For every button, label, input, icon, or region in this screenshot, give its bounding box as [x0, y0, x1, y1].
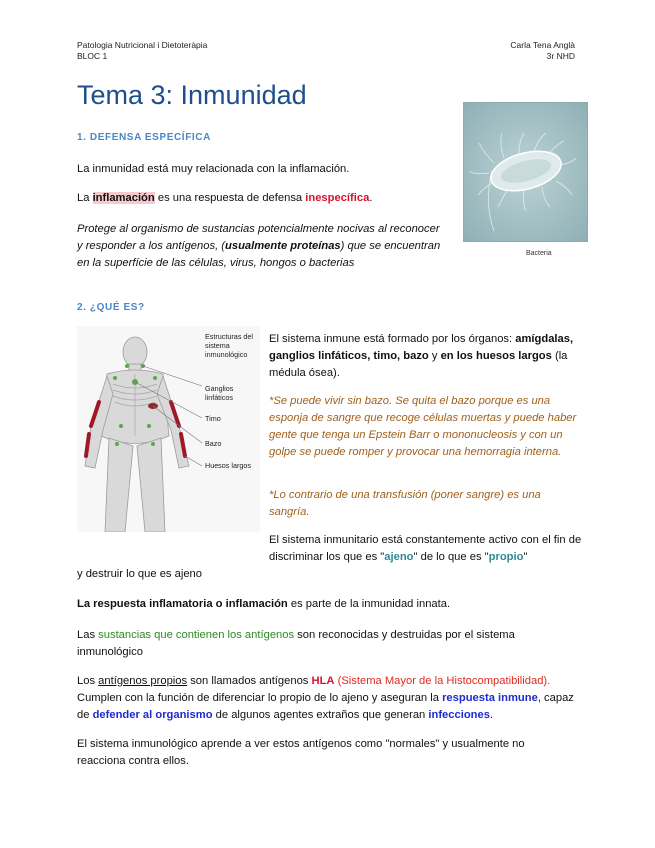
s2-paragraph-2-tail: y destruir lo que es ajeno — [77, 568, 203, 580]
text: " de lo que es " — [413, 551, 489, 563]
header-left — [77, 40, 207, 62]
highlight-inflamacion: inflamación — [92, 192, 155, 204]
s1-paragraph-2 — [77, 190, 447, 207]
text: Los — [77, 675, 99, 687]
s2-paragraph-2 — [269, 532, 583, 566]
paragraph-last: El sistema inmunológico aprende a ver estos antígenos como "normales" y usualmente no reacciona contra ellos. — [77, 738, 525, 767]
text: . — [369, 192, 373, 204]
s1-paragraph-3 — [77, 221, 445, 272]
paragraph-sustancias — [77, 627, 557, 661]
text: " — [523, 551, 528, 563]
author-name: Carla Tena Anglà — [510, 40, 575, 50]
figure-label-timo: Timo — [205, 414, 221, 423]
header-right — [510, 40, 575, 62]
bacteria-caption: Bacteria — [526, 250, 552, 257]
term-sustancias: sustancias que contienen los antígenos — [98, 629, 295, 641]
term-respuesta-inflamatoria: La respuesta inflamatoria o inflamación — [77, 598, 288, 610]
figure-label-huesos: Huesos largos — [205, 461, 251, 470]
term-ajeno: ajeno — [384, 551, 414, 563]
text: Las — [77, 629, 99, 641]
text: El sistema inmune está formado por los órganos: — [269, 333, 516, 345]
note-transfusion: *Lo contrario de una transfusión (poner sangre) es una sangría. — [269, 489, 541, 518]
immune-system-figure — [77, 326, 260, 532]
term-respuesta-inmune: respuesta inmune — [442, 692, 538, 704]
text: son llamados antígenos — [187, 675, 312, 687]
figure-label-title: Estructuras del sistema inmunológico — [205, 332, 253, 359]
term-defender: defender al organismo — [92, 709, 213, 721]
term-proteinas: usualmente proteínas — [225, 240, 341, 252]
course-level: 3r NHD — [546, 51, 575, 61]
s1-paragraph-1: La inmunidad está muy relacionada con la inflamación. — [77, 163, 350, 175]
text: . — [489, 709, 494, 721]
term-inespecifica: inespecífica — [305, 192, 370, 204]
term-propio: propio — [488, 551, 524, 563]
text: Protege al organismo de sustancias potencialmente nocivas al reconocer y responder a los antígenos, ( — [77, 223, 440, 252]
paragraph-inflamacion — [77, 596, 587, 613]
term-hla: HLA — [311, 675, 335, 687]
text: , capaz de — [77, 692, 574, 721]
text: La — [77, 192, 93, 204]
organs-list: amígdalas, ganglios linfáticos, timo, bazo — [269, 333, 574, 362]
bacteria-icon — [464, 103, 587, 241]
text: ) que se encuentran en la superfície de las células, virus, hongos o bacterias — [77, 240, 441, 269]
course-name: Patologia Nutricional i Dietoteràpia — [77, 40, 208, 50]
figure-label-ganglios: Ganglios linfáticos — [205, 384, 234, 402]
text: es una respuesta de defensa — [154, 192, 306, 204]
note-spleen: *Se puede vivir sin bazo. Se quita el bazo porque es una esponja de sangre que recoge células muertas y puede haber gente que tenga un Epstein Barr o mononucleosis y con un golpe se puede romper y provocar una hemorragia interna. — [269, 395, 577, 458]
term-infecciones: infecciones — [428, 709, 490, 721]
long-bones: en los huesos largos — [440, 350, 552, 362]
text: de algunos agentes extraños que generan — [212, 709, 429, 721]
page-title: Tema 3: Inmunidad — [77, 80, 307, 110]
s2-paragraph-1 — [269, 331, 581, 382]
text: y — [428, 350, 441, 362]
bacteria-image — [463, 102, 588, 242]
text: son reconocidas y destruidas por el sistema inmunológico — [77, 629, 515, 658]
block-label: BLOC 1 — [77, 51, 108, 61]
term-hla-definition: (Sistema Mayor de la Histocompatibilidad). — [334, 675, 551, 687]
text: Cumplen con la función de diferenciar lo propio de lo ajeno y aseguran la — [77, 692, 443, 704]
section-heading-2: 2. ¿QUÉ ES? — [77, 302, 145, 313]
paragraph-hla — [77, 673, 587, 724]
text: (la médula ósea). — [269, 350, 568, 379]
section-heading-1: 1. DEFENSA ESPECÍFICA — [77, 132, 211, 143]
figure-label-bazo: Bazo — [205, 439, 222, 448]
text: El sistema inmunitario está constantemente activo con el fin de discriminar los que es " — [269, 534, 582, 563]
text: es parte de la inmunidad innata. — [287, 598, 451, 610]
term-antigenos-propios: antígenos propios — [98, 675, 188, 687]
